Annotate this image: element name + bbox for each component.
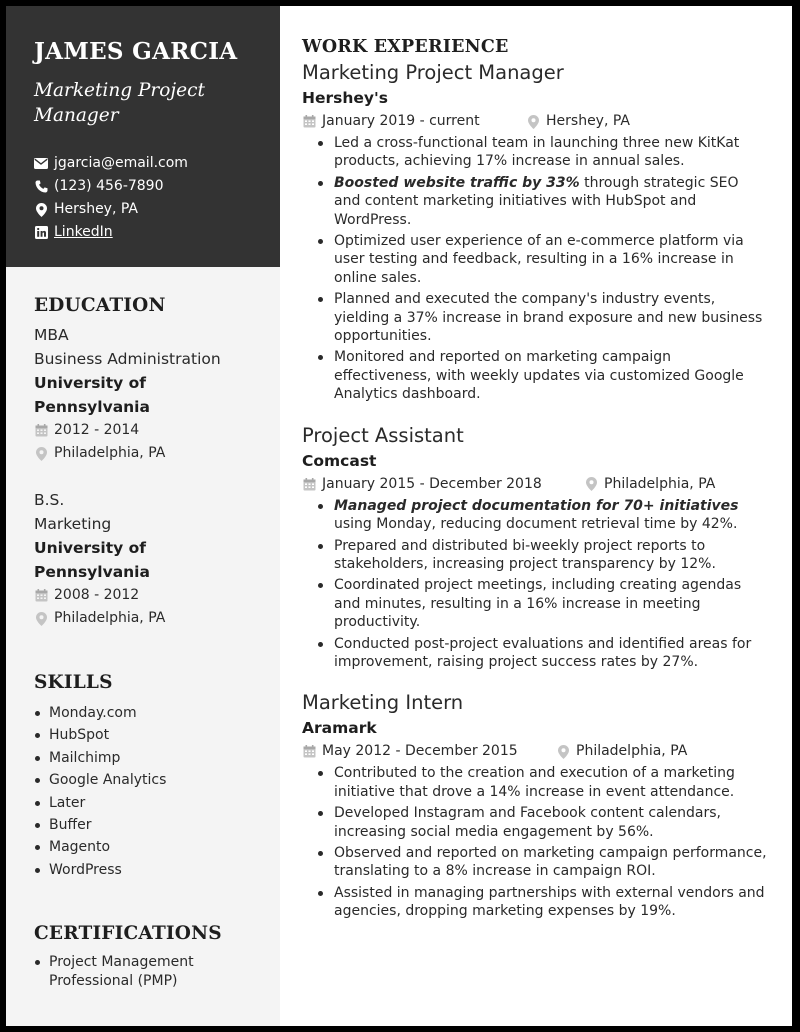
- contact-list: [34, 152, 252, 244]
- job-dates: [302, 473, 584, 496]
- education-item: [34, 323, 252, 465]
- job-meta: [302, 473, 772, 496]
- job-location: [584, 473, 715, 496]
- dates-text: 2008 - 2012: [54, 587, 140, 603]
- job-bullet: Observed and reported on marketing campaign performance, translating to a 8% increase in campaign ROI.: [318, 844, 768, 881]
- education-location: [34, 442, 252, 465]
- job-bullet: Boosted website traffic by 33% through strategic SEO and content marketing initiatives with HubSpot and WordPress.: [318, 174, 768, 229]
- map-pin-icon: [34, 203, 48, 217]
- job-location: [526, 110, 630, 133]
- contact-email[interactable]: [34, 152, 252, 175]
- job-title: Marketing Project Manager: [302, 61, 564, 84]
- sidebar: [6, 6, 280, 1026]
- skills-list: [34, 702, 252, 881]
- skills-heading: SKILLS: [34, 672, 113, 693]
- field-of-study: Business Administration: [34, 350, 221, 368]
- location-text: Philadelphia, PA: [576, 743, 688, 760]
- linkedin-link[interactable]: LinkedIn: [54, 224, 113, 240]
- dates-text: May 2012 - December 2015: [322, 743, 518, 760]
- job-meta: [302, 110, 772, 133]
- degree: MBA: [34, 326, 69, 344]
- job-bullets: [318, 764, 772, 920]
- education-section: [34, 293, 252, 630]
- calendar-icon: [302, 115, 316, 129]
- location-text: Philadelphia, PA: [54, 610, 166, 626]
- map-pin-icon: [34, 447, 48, 461]
- map-pin-icon: [556, 745, 570, 759]
- certifications-heading: CERTIFICATIONS: [34, 923, 222, 945]
- company-name: Comcast: [302, 451, 377, 470]
- map-pin-icon: [526, 115, 540, 129]
- candidate-name: JAMES GARCIA: [34, 38, 238, 65]
- sidebar-body: [6, 267, 280, 991]
- job-entry: [302, 423, 772, 672]
- job-bullet: Monitored and reported on marketing campaign effectiveness, with weekly updates via customized Google Analytics dashboard.: [318, 348, 768, 403]
- map-pin-icon: [584, 477, 598, 491]
- education-location: [34, 607, 252, 630]
- job-bullet: Contributed to the creation and execution of a marketing initiative that drove a 14% increase in event attendance.: [318, 764, 768, 801]
- school-name: University of Pennsylvania: [34, 539, 150, 581]
- calendar-icon: [34, 424, 48, 438]
- field-of-study: Marketing: [34, 515, 112, 533]
- job-bullet: Conducted post-project evaluations and identified areas for improvement, raising project success rates by 27%.: [318, 635, 768, 672]
- job-bullets: [318, 134, 772, 404]
- job-bullet: Prepared and distributed bi-weekly project reports to stakeholders, increasing project transparency by 12%.: [318, 537, 768, 574]
- skill-item: Buffer: [34, 814, 252, 836]
- skill-item: Google Analytics: [34, 769, 252, 791]
- education-dates: [34, 419, 252, 442]
- skills-section: [34, 670, 252, 881]
- skill-item: WordPress: [34, 859, 252, 881]
- phone-icon: [34, 180, 48, 194]
- envelope-icon: [34, 157, 48, 171]
- calendar-icon: [302, 745, 316, 759]
- email-text: jgarcia@email.com: [54, 155, 188, 171]
- job-bullet: Assisted in managing partnerships with external vendors and agencies, dropping marketing expenses by 19%.: [318, 884, 768, 921]
- candidate-role: Marketing Project Manager: [34, 80, 205, 126]
- contact-location: [34, 198, 252, 221]
- education-item: [34, 488, 252, 630]
- main-content: [302, 6, 772, 924]
- map-pin-icon: [34, 612, 48, 626]
- job-location: [556, 740, 687, 763]
- job-dates: [302, 740, 556, 763]
- calendar-icon: [302, 477, 316, 491]
- job-dates: [302, 110, 526, 133]
- location-text: Hershey, PA: [54, 201, 138, 217]
- job-bullet: Coordinated project meetings, including creating agendas and minutes, resulting in a 16% increase in meeting productivity.: [318, 576, 768, 631]
- certification-item: Project Management Professional (PMP): [34, 953, 252, 991]
- job-title: Project Assistant: [302, 423, 464, 447]
- job-bullet: Developed Instagram and Facebook content calendars, increasing social media engagement by 56%.: [318, 804, 768, 841]
- phone-text: (123) 456-7890: [54, 178, 164, 194]
- location-text: Hershey, PA: [546, 113, 630, 129]
- location-text: Philadelphia, PA: [54, 445, 166, 461]
- school-name: University of Pennsylvania: [34, 374, 150, 416]
- sidebar-header: [6, 6, 280, 267]
- job-bullets: [318, 497, 772, 672]
- job-entry: [302, 690, 772, 920]
- job-bullet: Optimized user experience of an e-commerce platform via user testing and feedback, resulting in a 16% increase in online sales.: [318, 232, 768, 287]
- contact-phone[interactable]: [34, 175, 252, 198]
- job-bullet: Managed project documentation for 70+ initiatives using Monday, reducing document retrieval time by 42%.: [318, 497, 768, 534]
- certifications-list: [34, 953, 252, 991]
- company-name: Hershey's: [302, 89, 388, 107]
- linkedin-icon: [34, 226, 48, 240]
- calendar-icon: [34, 589, 48, 603]
- degree: B.S.: [34, 491, 65, 509]
- skill-item: Later: [34, 792, 252, 814]
- education-dates: [34, 584, 252, 607]
- job-entry: [302, 60, 772, 404]
- work-experience-heading: WORK EXPERIENCE: [302, 37, 509, 57]
- company-name: Aramark: [302, 719, 377, 738]
- skill-item: HubSpot: [34, 724, 252, 746]
- dates-text: January 2015 - December 2018: [322, 475, 542, 492]
- contact-linkedin[interactable]: [34, 221, 252, 244]
- job-title: Marketing Intern: [302, 691, 464, 715]
- skill-item: Monday.com: [34, 702, 252, 724]
- dates-text: 2012 - 2014: [54, 422, 140, 438]
- job-meta: [302, 740, 772, 763]
- education-heading: EDUCATION: [34, 295, 166, 316]
- resume-page: [6, 6, 792, 1026]
- dates-text: January 2019 - current: [322, 113, 480, 129]
- skill-item: Magento: [34, 836, 252, 858]
- job-bullet: Led a cross-functional team in launching three new KitKat products, achieving 17% increase in annual sales.: [318, 134, 768, 171]
- certifications-section: [34, 921, 252, 991]
- job-bullet: Planned and executed the company's industry events, yielding a 37% increase in brand exposure and new business opportunities.: [318, 290, 768, 345]
- skill-item: Mailchimp: [34, 747, 252, 769]
- location-text: Philadelphia, PA: [604, 475, 716, 492]
